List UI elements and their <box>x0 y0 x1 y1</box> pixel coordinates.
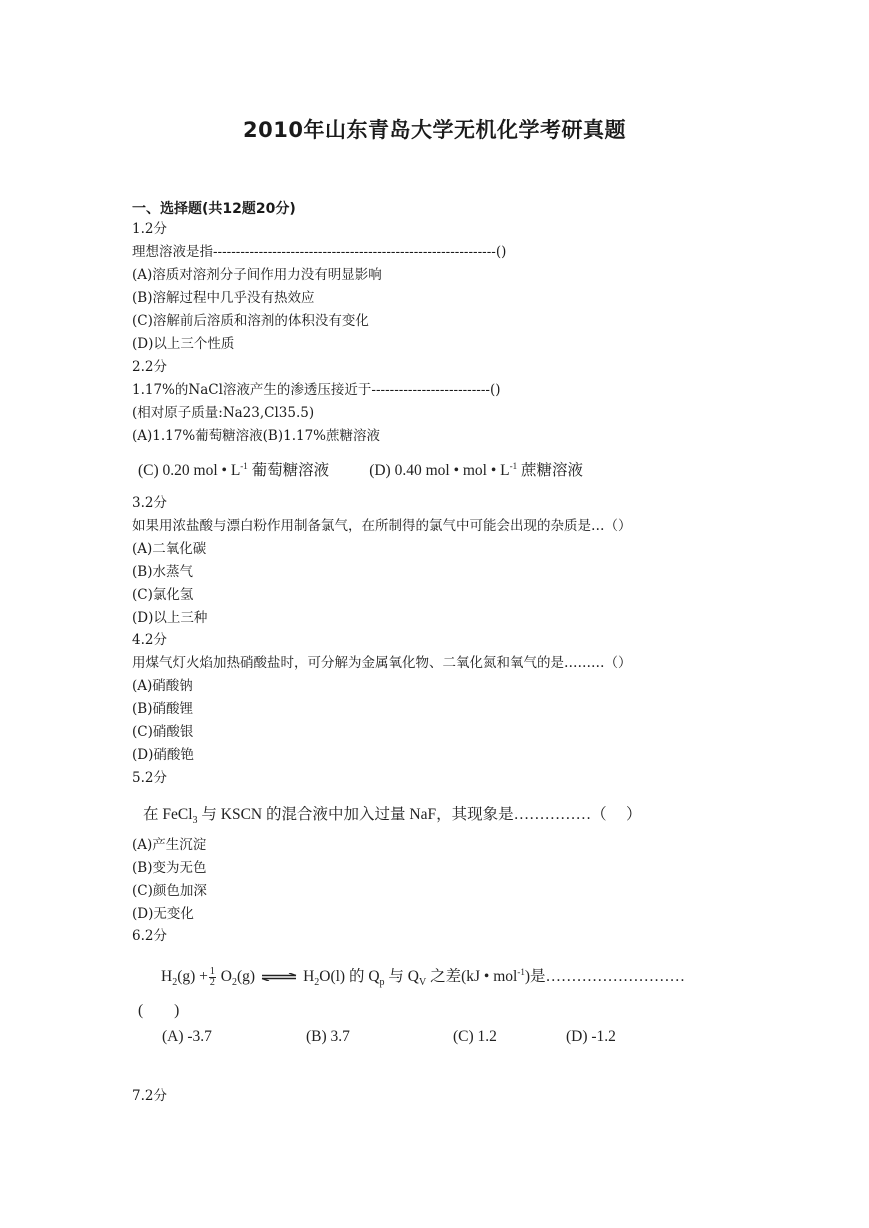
q6-yu: 与 Q <box>384 968 419 985</box>
q5-option-c: (C)颜色加深 <box>132 883 207 899</box>
q6-qv-sub: V <box>419 977 427 989</box>
q1-option-d: (D)以上三个性质 <box>132 336 235 352</box>
q4-option-c: (C)硝酸银 <box>132 724 194 740</box>
q2-options-cd <box>138 458 583 480</box>
section-heading: 一、选择题(共12题20分) <box>132 201 296 217</box>
q4-score: 4.2分 <box>132 632 167 648</box>
q3-stem: 如果用浓盐酸与漂白粉作用制备氯气，在所制得的氯气中可能会出现的杂质是…（） <box>132 518 632 534</box>
q6-answer-paren: ( ) <box>138 1002 180 1019</box>
q4-option-b: (B)硝酸锂 <box>132 701 193 717</box>
q6-g1: (g) + <box>177 968 208 985</box>
equilibrium-arrow-icon <box>261 973 297 981</box>
q6-h2o-sub: 2 <box>314 977 320 989</box>
q1-option-a: (A)溶质对溶剂分子间作用力没有明显影响 <box>132 267 382 283</box>
q1-stem: 理想溶液是指--------------------------------------------------------------() <box>132 244 507 260</box>
q6-h2o-tail: O(l) 的 Q <box>319 968 380 985</box>
q4-option-a: (A)硝酸钠 <box>132 678 193 694</box>
q6-option-c: (C) 1.2 <box>453 1028 497 1045</box>
q6-g2: (g) <box>236 968 256 985</box>
q7-score: 7.2分 <box>132 1088 167 1104</box>
q1-option-c: (C)溶解前后溶质和溶剂的体积没有变化 <box>132 313 369 329</box>
q2-note: (相对原子质量:Na23,Cl35.5) <box>132 405 315 421</box>
q6-end: )是……………………… <box>524 968 686 985</box>
q2-option-d-sup: -1 <box>509 460 518 471</box>
q6-sup: -1 <box>517 966 525 977</box>
q5-stem-a: 在 FeCl <box>143 806 193 823</box>
q6-frac-den: 2 <box>209 976 215 988</box>
q6-h2o: H <box>303 968 315 985</box>
q6-frac-num: 1 <box>209 965 215 977</box>
q2-option-c-sup: -1 <box>240 460 248 471</box>
q6-score: 6.2分 <box>132 928 167 944</box>
page-title: 2010年山东青岛大学无机化学考研真题 <box>243 118 626 142</box>
q3-option-d: (D)以上三种 <box>132 610 208 626</box>
q6-option-d: (D) -1.2 <box>566 1028 616 1045</box>
q6-h-sub: 2 <box>172 977 178 989</box>
q2-option-c-tail: 葡萄糖溶液 <box>247 462 330 479</box>
q2-option-c: (C) 0.20 mol • L <box>138 462 241 479</box>
q1-score: 1.2分 <box>132 221 167 237</box>
q6-o: O <box>216 968 232 985</box>
q5-stem <box>143 802 641 826</box>
q4-stem: 用煤气灯火焰加热硝酸盐时，可分解为金属氧化物、二氧化氮和氧气的是………（） <box>132 655 632 671</box>
q1-option-b: (B)溶解过程中几乎没有热效应 <box>132 290 315 306</box>
q5-option-d: (D)无变化 <box>132 906 194 922</box>
q2-option-d-tail: 蔗糖溶液 <box>517 462 584 479</box>
q5-stem-b: 与 KSCN 的混合液中加入过量 NaF，其现象是……………（ ） <box>197 806 642 823</box>
q6-option-a: (A) -3.7 <box>162 1028 212 1045</box>
q3-option-a: (A)二氧化碳 <box>132 541 207 557</box>
q6-diff: 之差(kJ • mol <box>426 968 518 985</box>
q6-fraction <box>209 967 216 988</box>
q2-options-ab: (A)1.17%葡萄糖溶液(B)1.17%蔗糖溶液 <box>132 428 381 444</box>
q2-score: 2.2分 <box>132 359 167 375</box>
q2-stem: 1.17%的NaCl溶液产生的渗透压接近于--------------------------() <box>132 382 501 398</box>
q3-option-c: (C)氯化氢 <box>132 587 194 603</box>
q6-qp-sub: p <box>379 977 385 989</box>
q6-h: H <box>161 968 173 985</box>
q2-option-d: (D) 0.40 mol • mol • L <box>369 462 510 479</box>
q5-stem-sub: 3 <box>192 815 198 827</box>
q5-score: 5.2分 <box>132 770 167 786</box>
q6-equation <box>161 964 685 988</box>
q3-score: 3.2分 <box>132 495 167 511</box>
q6-option-b: (B) 3.7 <box>306 1028 350 1045</box>
q6-o-sub: 2 <box>231 977 237 989</box>
q4-option-d: (D)硝酸铯 <box>132 747 194 763</box>
q3-option-b: (B)水蒸气 <box>132 564 193 580</box>
q5-option-b: (B)变为无色 <box>132 860 207 876</box>
q5-option-a: (A)产生沉淀 <box>132 837 207 853</box>
